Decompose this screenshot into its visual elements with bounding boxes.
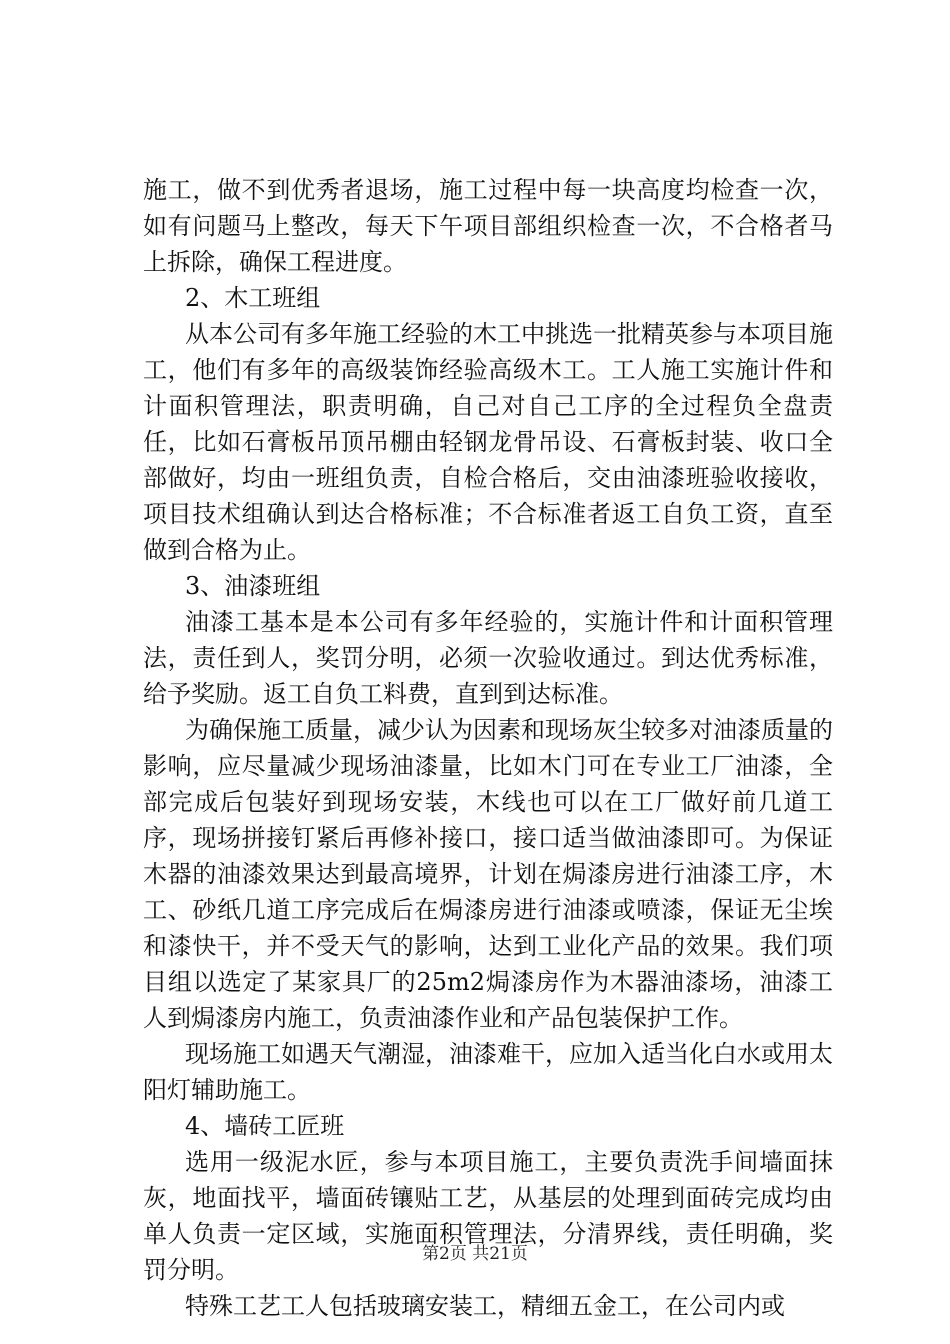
- section-heading-tiling: 4、墙砖工匠班: [185, 1112, 345, 1140]
- section-heading-painting: 3、油漆班组: [185, 572, 321, 600]
- paragraph-carpentry: 从本公司有多年施工经验的木工中挑选一批精英参与本项目施工，他们有多年的高级装饰经验高级木工。工人施工实施计件和计面积管理法，职责明确，自己对自己工序的全过程负全盘责任，比如石膏板吊顶吊棚由轻钢龙骨吊设、石膏板封装、收口全部做好，均由一班组负责，自检合格后，交由油漆班验收接收，项目技术组确认到达合格标准；不合标准者返工自负工资，直至做到合格为止。: [143, 320, 833, 564]
- paragraph-painting-quality: 为确保施工质量，减少认为因素和现场灰尘较多对油漆质量的影响，应尽量减少现场油漆量，比如木门可在专业工厂油漆，全部完成后包装好到现场安装，木线也可以在工厂做好前几道工序，现场拼接钉紧后再修补接口，接口适当做油漆即可。为保证木器的油漆效果达到最高境界，计划在焗漆房进行油漆工序，木工、砂纸几道工序完成后在焗漆房进行油漆或喷漆，保证无尘埃和漆快干，并不受天气的影响，达到工业化产品的效果。我们项目组以选定了某家具厂的25m2焗漆房作为木器油漆场，油漆工人到焗漆房内施工，负责油漆作业和产品包装保护工作。: [143, 716, 833, 1032]
- paragraph-continued: 施工，做不到优秀者退场，施工过程中每一块高度均检查一次，如有问题马上整改，每天下午项目部组织检查一次，不合格者马上拆除，确保工程进度。: [143, 176, 833, 276]
- document-body: [143, 172, 833, 1324]
- page-number-label: 第2页 共21页: [422, 1244, 528, 1264]
- page-footer: [0, 1243, 950, 1265]
- paragraph-tiling: 选用一级泥水匠，参与本项目施工，主要负责洗手间墙面抹灰，地面找平，墙面砖镶贴工艺，从基层的处理到面砖完成均由单人负责一定区域，实施面积管理法，分清界线，责任明确，奖罚分明。: [143, 1148, 833, 1284]
- paragraph-painting-management: 油漆工基本是本公司有多年经验的，实施计件和计面积管理法，责任到人，奖罚分明，必须一次验收通过。到达优秀标准，给予奖励。返工自负工料费，直到到达标准。: [143, 608, 833, 708]
- paragraph-special-workers: 特殊工艺工人包括玻璃安装工，精细五金工，在公司内或: [185, 1292, 785, 1320]
- paragraph-painting-weather: 现场施工如遇天气潮湿，油漆难干，应加入适当化白水或用太阳灯辅助施工。: [143, 1040, 833, 1104]
- section-heading-carpentry: 2、木工班组: [185, 284, 321, 312]
